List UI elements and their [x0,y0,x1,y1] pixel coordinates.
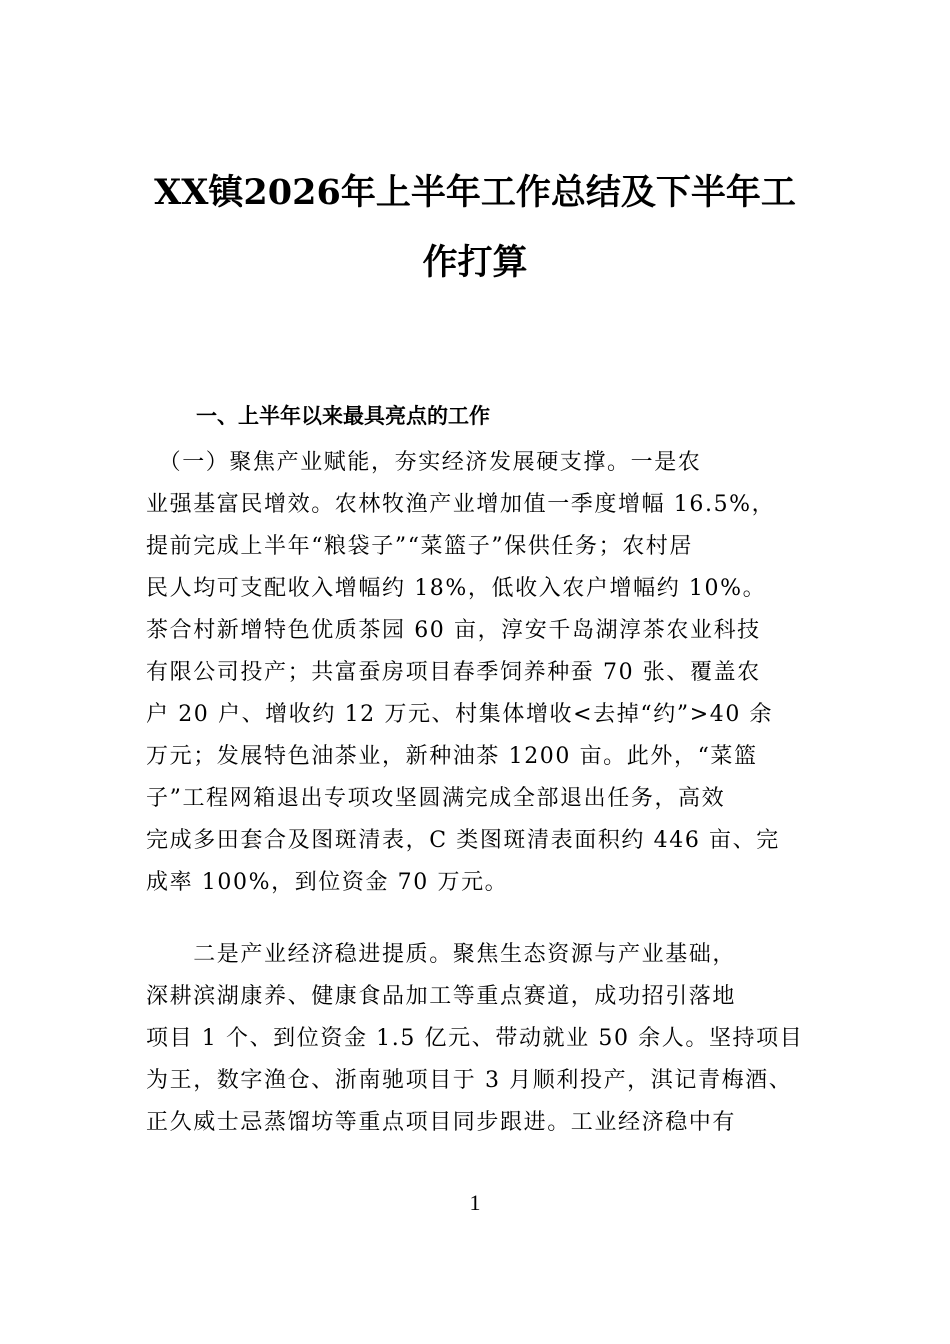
paragraph-line: 茶合村新增特色优质茶园 60 亩，淳安千岛湖淳茶农业科技 [146,618,761,643]
page-number: 1 [469,1190,481,1215]
title-line-1: XX镇2026年上半年工作总结及下半年工 [154,172,796,213]
paragraph-line: 业强基富民增效。农林牧渔产业增加值一季度增幅 16.5%， [146,492,776,517]
paragraph-line: （一）聚焦产业赋能，夯实经济发展硬支撑。一是农 [146,450,702,475]
paragraph-line: 户 20 户、增收约 12 万元、村集体增收<去掉“约”>40 余 [146,702,774,727]
paragraph-line: 深耕滨湖康养、健康食品加工等重点赛道，成功招引落地 [146,984,737,1009]
paragraph-line: 有限公司投产；共富蚕房项目春季饲养种蚕 70 张、覆盖农 [146,660,761,685]
paragraph-line: 提前完成上半年“粮袋子”“菜篮子”保供任务；农村居 [146,534,693,559]
paragraph-line: 成率 100%，到位资金 70 万元。 [146,870,509,895]
title-line-2: 作打算 [422,242,528,283]
paragraph-line: 二是产业经济稳进提质。聚焦生态资源与产业基础， [146,942,737,967]
paragraph-2 [146,934,826,1144]
paragraph-line: 子”工程网箱退出专项攻坚圆满完成全部退出任务，高效 [146,786,726,811]
paragraph-line: 民人均可支配收入增幅约 18%，低收入农户增幅约 10%。 [146,576,767,601]
paragraph-line: 万元；发展特色油茶业，新种油茶 1200 亩。此外，“菜篮 [146,744,758,769]
section-heading: 一、上半年以来最具亮点的工作 [196,404,490,428]
document-title [140,168,810,288]
paragraph-line: 项目 1 个、到位资金 1.5 亿元、带动就业 50 余人。坚持项目 [146,1026,804,1051]
paragraph-line: 正久威士忌蒸馏坊等重点项目同步跟进。工业经济稳中有 [146,1110,737,1135]
paragraph-line: 为王，数字渔仓、浙南驰项目于 3 月顺利投产，淇记青梅酒、 [146,1068,793,1093]
paragraph-1 [146,442,826,904]
paragraph-line: 完成多田套合及图斑清表，C 类图斑清表面积约 446 亩、完 [146,828,780,853]
